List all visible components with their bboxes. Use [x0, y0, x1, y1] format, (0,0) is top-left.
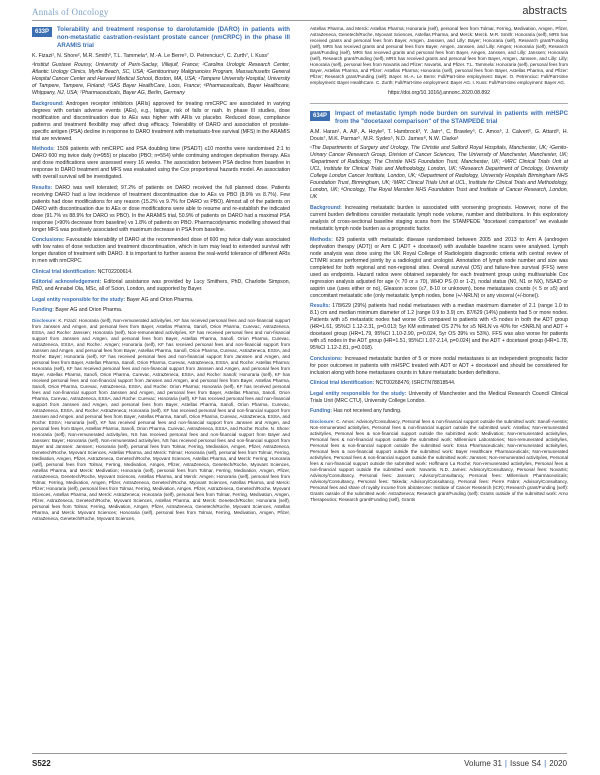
separator-bar: |: [504, 759, 507, 768]
conclusions-section: [32, 237, 290, 265]
separator-bar: |: [544, 759, 547, 768]
disclosure-section: [32, 318, 290, 522]
results-label: Results:: [32, 184, 53, 191]
journal-title: Annals of Oncology: [32, 7, 109, 17]
results-label: Results:: [310, 303, 331, 310]
background-section: [32, 101, 290, 143]
year-label: 2020: [549, 759, 567, 768]
conclusions-section: [310, 356, 568, 377]
abstract-number-badge: 634P: [310, 111, 330, 121]
background-label: Background:: [310, 205, 342, 212]
methods-section: [310, 237, 568, 300]
background-section: [310, 205, 568, 233]
background-text: Androgen receptor inhibitors (ARIs) approved for treating nmCRPC are associated in varying degrees with certain adverse events (AEs), e.g., fatigue, risk of falls or rash. In phase III studies, dose modification and discontinuation due to AEs was higher with ARIs vs placebo. Reduced dose, compliance patterns and treatment flexibility may affect drug efficacy. Tolerability of DARO and association of prostate-specific antigen (PSA) decline in response to DARO treatment with metastasis-free survival (MFS) in the ARAMIS trial are reviewed.: [32, 100, 290, 142]
editorial-section: [32, 279, 290, 293]
methods-label: Methods:: [32, 146, 55, 153]
editorial-text: Editorial assistance was provided by Lucy Smithers, PhD, Charlotte Simpson, PhD, and Annabel Ola, MSc, all of Scion, London, and supported by Bayer.: [32, 279, 290, 293]
results-section: [32, 185, 290, 234]
page-number: S522: [32, 759, 51, 768]
author-list: A.M. Haran¹, A. Ali¹, A. Hoyle², T. Hambrock³, Y. Jain⁴, C. Brawley⁵, C. Amos⁵, J. Calvert⁵, G. Attard⁶, H. Douis⁷, M.K. Parmar⁵, M.R. Sydes⁵, N.D. James⁸, N.W. Clarke¹: [310, 128, 568, 142]
background-text: Increasing metastatic burden is associated with worsening prognosis. However, none of the current burden definitions consider metastatic lymph node volume, number and distributions. In this exploratory analysis of cross-sectional baseline staging scans from the STAMPEDE "docetaxel comparison" we evaluate metastatic lymph node burden as a prognostic factor.: [310, 205, 568, 233]
trial-id-section: [310, 380, 568, 387]
trial-id-section: [32, 269, 290, 276]
legal-entity-section: [310, 391, 568, 405]
conclusions-label: Conclusions:: [310, 355, 343, 362]
legal-entity-section: [32, 297, 290, 304]
abstract-header-634p: [310, 110, 568, 126]
legal-entity-label: Legal entity responsible for the study:: [32, 296, 126, 303]
legal-entity-text: Bayer AG and Orion Pharma.: [126, 296, 194, 303]
methods-text: 629 patients with metastatic disease randomised between 2005 and 2013 to Arm A (androgen deprivation therapy (ADT)) or Arm C (ADT + docetaxel) with available baseline scans were analysed. Lymph node analysis was done using the UK Royal College of Radiologists diagnostic criteria with central review of CT/MRI scans performed jointly by a radiologist and urologist. Annotation of lymph node number and size was completed for both regional and non-regional sites. Overall survival (OS) and failure-free survival (FFS) were used as endpoints. Hazard ratios were obtained separately for each treatment group using multivariable Cox regression analysis adjusted for age (< 70 or ≥ 70), WHO PS (0 or 1-2), nodal status (N0, N1 or NX), NSAID or aspirin use (uses either or no), Gleason score (≤7, 8-10 or unknown), bone metastases counts (< 5 or ≥5) and concomitant metastatic site (only metastatic lymph nodes, bone (+/-NRLN) or any visceral (+/-bone)).: [310, 236, 568, 299]
funding-text: Has not received any funding.: [333, 408, 402, 415]
abstract-header-633p: [32, 26, 290, 50]
trial-id-text: NCT02200614.: [97, 268, 133, 275]
legal-entity-label: Legal entity responsible for the study:: [310, 390, 407, 397]
trial-id-label: Clinical trial identification:: [310, 380, 375, 387]
section-label: abstracts: [522, 5, 567, 17]
funding-text: Bayer AG and Orion Pharma.: [55, 307, 123, 314]
footer-divider: [32, 753, 567, 754]
disclosure-text: C. Amos: Advisory/Consultancy, Personal fees & non-financial support outside the submitted work: Sanofi-Aventis; Non-remunerated activity/ies, Personal fees & non-financial support outside the submitted work: Astellas; Non-remunerated activity/ies, Personal fees & non-financial support outside the submitted work: Medivation; Non-remunerated activity/ies, Personal fees & non-financial support outside the submitted work: Millennium Laboratories; Non-remunerated activity/ies, Personal fees & non-financial support outside the submitted work: Essa Pharmaceuticals; Non-remunerated activity/ies, Personal fees & non-financial support outside the submitted work: Bayer Healthcare Pharmaceuticals; Non-remunerated activity/ies, Personal fees & non-financial support outside the submitted work: Janssen; Non-remunerated activity/ies, Personal fees & non-financial support outside the submitted work: Hoffmann La Roche; Non-remunerated activity/ies, Personal fees & non-financial support outside the submitted work: Novartis. N.D. James: Advisory/Consultancy, Personal fees: Novartis; Advisory/Consultancy, Personal fees: Janssen; Advisory/Consultancy, Personal fees: Millennium Pharmaceuticals; Advisory/Consultancy, Personal fees: Takeda; Advisory/Consultancy, Personal fees: Pierre Fabre; Advisory/Consultancy, Personal fees and share of royalty income from abiraterone: Institute of Cancer Research (ICR); Research grant/Funding (self): Grants outside of the submitted work: AstraZeneca; Research grant/Funding (self): Grants outside of the submitted work: Arno Therapeutics; Research grant/Funding (self), Grants: [310, 418, 568, 502]
volume-label: Volume 31: [464, 759, 502, 768]
doi-link[interactable]: https://doi.org/10.1016/j.annonc.2020.08.892: [387, 90, 491, 96]
disclosure-label: Disclosure:: [32, 317, 57, 323]
abstract-number-badge: 633P: [32, 27, 52, 37]
funding-label: Funding:: [32, 307, 54, 314]
results-section: [310, 303, 568, 352]
disclosure-continued: Astellas Pharma, and Merck: Astellas Pharma; Honoraria (self), personal fees from Tolmar, Ferring, Medivation, Amgen, Pfizer, AstraZeneca, Genetech/Roche, Myovant Sciences, Astellas Pharma, and Merck: Merck. M.R. Smith: Honoraria (self), MRS has received grants and personal fees from Bayer, Amgen, Janssen, and Lilly: Bayer; Honoraria (self), Research grant/Funding (self), MRS has received grants and personal fees from Bayer, Amgen, Janssen, and Lilly: Amgen; Honoraria (self), Research grant/Funding (self), MRS has received grants and personal fees from Bayer, Amgen, Janssen, and Lilly: Janssen; Honoraria (self), Research grant/Funding (self), MRS has received grants and personal fees from Bayer, Amgen, Janssen, and Lilly: Lilly; Honoraria (self), personal fees from Novartis and Pfizer: Novartis, and Pfizer. T.L. Tammela: Honoraria (self), personal fees from Bayer, Astellas Pharma, and Pfizer: Astellas Pharma; Honoraria (self), personal fees from Bayer, Astellas Pharma, and Pfizer: Pfizer; Research grant/Funding (self): Bayer. M.-A. Le Berre: Full/Part-time employment: Bayer. O. Petrenciuc: Full/Part-time employment: Bayer HealthCare. C. Zurth: Full/Part-time employment: Bayer AG. I. Kuss: Full/Part-time employment: Bayer AG.: [310, 26, 568, 85]
author-list: K. Fizazi¹, N. Shore², M.R. Smith³, T.L. Tammela⁴, M.-A. Le Berre⁵, O. Petrenciuc⁶, C. Zurth⁷, I. Kuss⁷: [32, 52, 269, 59]
background-label: Background:: [32, 100, 64, 107]
left-column: [32, 26, 290, 525]
header-divider: [32, 20, 567, 21]
trial-id-label: Clinical trial identification:: [32, 268, 97, 275]
conclusions-text: Favourable tolerability of DARO at the recommended dose of 600 mg twice daily was associated with low rates of dose reduction and treatment discontinuation, which in turn may lead to extended survival with longer duration of treatment with DARO. It is important to further assess the real-world tolerance of different ARIs in men with nmCRPC.: [32, 237, 290, 265]
disclosure-section: [310, 419, 568, 503]
editorial-label: Editorial acknowledgement:: [32, 279, 102, 286]
results-text: DARO was well tolerated; 97.2% of patients on DARO received the full planned dose. Patients receiving DARO had a low incidence of treatment discontinuation due to AEs vs PBO (8.9% vs 8.7%). Few patients had dose modifications for any reason (15.2% vs 9.7% for DARO vs PBO). Almost all of the patients on DARO with discontinuation due to AEs or dose modifications were able to resume and re-establish the indicated dose (91.7% vs 88.9% for DARO vs PBO). In the ARAMIS trial, 50.9% of patients on DARO had a maximal PSA response (>90% decrease from baseline) vs 1.8% of patients on PBO. Pharmacodynamic modelling showed that longer MFS was positively associated with maximum decrease in PSA from baseline.: [32, 184, 291, 233]
affiliations: ¹The Departments of Surgery and Urology, The Christie and Salford Royal Hospitals, Manchester, UK; ²Genito-Urinary Cancer Research Group, Division of Cancer Sciences, The University of Manchester, Manchester, UK; ³Department of Radiology, The Christie NHS Foundation Trust, Manchester, UK; ⁴MRC Clinical Trials Unit at UCL, Institute for Clinical Trials and Methodology, London, UK; ⁵Research Department of Oncology, University College London Cancer Institute, London, UK; ⁶Department of Radiology, University Hospitals Birmingham NHS Foundation Trust, Birmingham, UK; ⁷MRC Clinical Trials Unit at UCL, Institute for Clinical Trials and Methodology, London, UK; ⁸Oncology, The Royal Marsden NHS Foundation Trust and Institute of Cancer Research, London, UK: [310, 145, 568, 201]
right-column: [310, 26, 568, 506]
trial-id-text: NCT00268476; ISRCTN78818544.: [375, 380, 456, 387]
issue-label: Issue S4: [509, 759, 542, 768]
methods-label: Methods:: [310, 236, 333, 243]
results-text: 178/629 (29%) patients had nodal metastases with a median maximum diameter of 2.1 (range 1.0 to 8.1) cm and median minimum diameter of 1.2 (range 0.9 to 3.9) cm. 87/629 (14%) patients had 5 or more nodes. Patients with ≥5 metastatic nodes had worse OS compared to patients with <5 nodes in both the ADT group (HR=1.61, 95%CI 1.12-2.31, p=0.013; 5yr KM estimated OS 27% for ≥5 NRLN vs 40% for <5NRLN) and ADT + docetaxel group (HR=1.79, 95%CI 1.10-2.90, p=0.024, 5yr OS 39% vs 53%). FFS was also worse for patients with ≥5 nodes in the ADT group (HR=1.51, 95%CI 1.07-2.14, p=0.024) and the ADT + docetaxel group (HR=1.78, 95%CI 1.12-2.81, p=0.018).: [310, 303, 568, 352]
abstract-divider: [310, 103, 568, 104]
legal-entity-text: University of Manchester and the Medical Research Council Clinical Trials Unit (MRC CTU), University College London.: [310, 390, 568, 404]
funding-label: Funding:: [310, 408, 332, 415]
issue-info: [464, 759, 567, 768]
abstract-title: Tolerability and treatment response to darolutamide (DARO) in patients with non-metastatic castration-resistant prostate cancer (nmCRPC) in the phase III ARAMIS trial: [57, 26, 290, 49]
methods-text: 1509 patients with nmCRPC and PSA doubling time (PSADT) ≤10 months were randomised 2:1 to DARO 600 mg twice daily (n=955) or placebo (PBO; n=554) while continuing androgen deprivation therapy. AEs and dose modifications were assessed every 16 weeks. The association between PSA decline from baseline in response to DARO treatment and MFS was evaluated using the Cox proportional hazards model. An association with overall survival will be investigated.: [32, 146, 290, 181]
affiliations: ¹Institut Gustave Roussy, University of Paris-Saclay, Villejuif, France; ²Carolina Urologic Research Center, Atlantic Urology Clinics, Myrtle Beach, SC, USA; ³Genitourinary Malignancies Program, Massachusetts General Hospital Cancer Center and Harvard Medical School, Boston, MA, USA; ⁴Tampere University Hospital, University of Tampere, Tampere, Finland; ⁵SAS Bayer HealthCare, Loos, France; ⁶Pharmaceuticals, Bayer Healthcare, Whippany, NJ, USA; ⁷Pharmaceuticals, Bayer AG, Berlin, Germany: [32, 61, 290, 96]
abstract-title: Impact of metastatic lymph node burden on survival in patients with mHSPC from the "docetaxel comparison" of the STAMPEDE trial: [335, 109, 568, 125]
funding-section: [32, 307, 290, 314]
methods-section: [32, 146, 290, 181]
funding-section: [310, 408, 568, 415]
disclosure-label: Disclosure:: [310, 418, 335, 424]
conclusions-label: Conclusions:: [32, 237, 65, 244]
disclosure-text: K. Fizazi: Honoraria (self), Non-remunerated activity/ies, KF has received personal fees and non-financial support from Janssen and Amgen, and personal fees from Bayer, Astellas Pharma, Sanofi, Orion Pharma, Curevac, AstraZeneca, ESSA, and Roche: Janssen; Honoraria (self), Non-remunerated activity/ies, KF has received personal fees and non-financial support from Janssen and Amgen, and personal fees from Bayer, Astellas Pharma, Sanofi, Orion Pharma, Curevac, AstraZeneca, ESSA, and Roche.: Amgen; Honoraria (self), KF has received personal fees and non-financial support from Janssen and Amgen, and personal fees from Bayer, Astellas Pharma, Sanofi, Orion Pharma, Curevac, AstraZeneca, ESSA, and Roche: Bayer; Honoraria (self), KF has received personal fees and non-financial support from Janssen and Amgen, and personal fees from Bayer, Astellas Pharma, Sanofi, Orion Pharma, Curevac, AstraZeneca, ESSA, and Roche: Astellas Pharma; Honoraria (self), KF has received personal fees and non-financial support from Janssen and Amgen, and personal fees from Bayer, Astellas Pharma, Sanofi, Orion Pharma, Curevac, AstraZeneca, ESSA, and Roche: Sanofi; Honoraria (self), KF has received personal fees and non-financial support from Janssen and Amgen, and personal fees from Bayer, Astellas Pharma, Sanofi, Orion Pharma, Curevac, AstraZeneca, ESSA, and Roche: Orion Pharma; Honoraria (self), KF has received personal fees and non-financial support from Janssen and Amgen, and personal fees from Bayer, Astellas Pharma, Sanofi, Orion Pharma, Curevac, AstraZeneca, ESSA, and Roche: Curevac; Honoraria (self), KF has received personal fees and non-financial support from Janssen and Amgen, and personal fees from Bayer, Astellas Pharma, Sanofi, Orion Pharma, Curevac, AstraZeneca, ESSA, and Roche: AstraZeneca; Honoraria (self), KF has received personal fees and non-financial support from Janssen and Amgen, and personal fees from Bayer, Astellas Pharma, Sanofi, Orion Pharma, Curevac, AstraZeneca, ESSA, and Roche: ESSA; Honoraria (self), KF has received personal fees and non-financial support from Janssen and Amgen, and personal fees from Bayer, Astellas Pharma, Sanofi, Orion Pharma, Curevac, AstraZeneca, ESSA, and Roche: Roche. N. Shore: Honoraria (self), Non-remunerated activity/ies, NS has received personal fees and non-financial support from Bayer and Janssen: Bayer; Honoraria (self), Non-remunerated activity/ies, NS has received personal fees and non-financial support from Bayer and Janssen: Janssen; Honoraria (self), personal fees from Tolmar, Ferring, Medivation, Amgen, Pfizer, AstraZeneca, Genetech/Roche, Myovant Sciences, Astellas Pharma, and Merck: Tolmar; Honoraria (self), personal fees from Tolmar, Ferring, Medivation, Amgen, Pfizer, AstraZeneca, Genetech/Roche, Myovant Sciences, Astellas Pharma, and Merck: Ferring; Honoraria (self), personal fees from Tolmar, Ferring, Medivation, Amgen, Pfizer, AstraZeneca, Genetech/Roche, Myovant Sciences, Astellas Pharma, and Merck: Medivation; Honoraria (self), personal fees from Tolmar, Ferring, Medivation, Amgen, Pfizer, AstraZeneca, Genetech/Roche, Myovant Sciences, Astellas Pharma, and Merck: Amgen; Honoraria (self), personal fees from Tolmar, Ferring, Medivation, Amgen, Pfizer, AstraZeneca, Genetech/Roche, Myovant Sciences, Astellas Pharma, and Merck: Pfizer; Honoraria (self), personal fees from Tolmar, Ferring, Medivation, Amgen, Pfizer, AstraZeneca, Genetech/Roche, Myovant Sciences, Astellas Pharma, and Merck: AstraZeneca; Honoraria (self), personal fees from Tolmar, Ferring, Medivation, Amgen, Pfizer, AstraZeneca, Genetech/Roche, Myovant Sciences, Astellas Pharma, and Merck: Genetech/Roche; Honoraria (self), personal fees from Tolmar, Ferring, Medivation, Amgen, Pfizer, AstraZeneca, Genetech/Roche, Myovant Sciences, Astellas Pharma, and Merck: Myovant Sciences; Honoraria (self), personal fees from Tolmar, Ferring, Medivation, Amgen, Pfizer, AstraZeneca, Genetech/Roche, Myovant Sciences,: [32, 317, 290, 521]
conclusions-text: Increased metastatic burden of 5 or more nodal metastases is an independent prognostic factor for poor outcomes in patients with mHSPC treated with ADT or ADT + docetaxel and should be considered for inclusion along with bone metastases counts in future metastatic burden definitions.: [310, 355, 568, 376]
